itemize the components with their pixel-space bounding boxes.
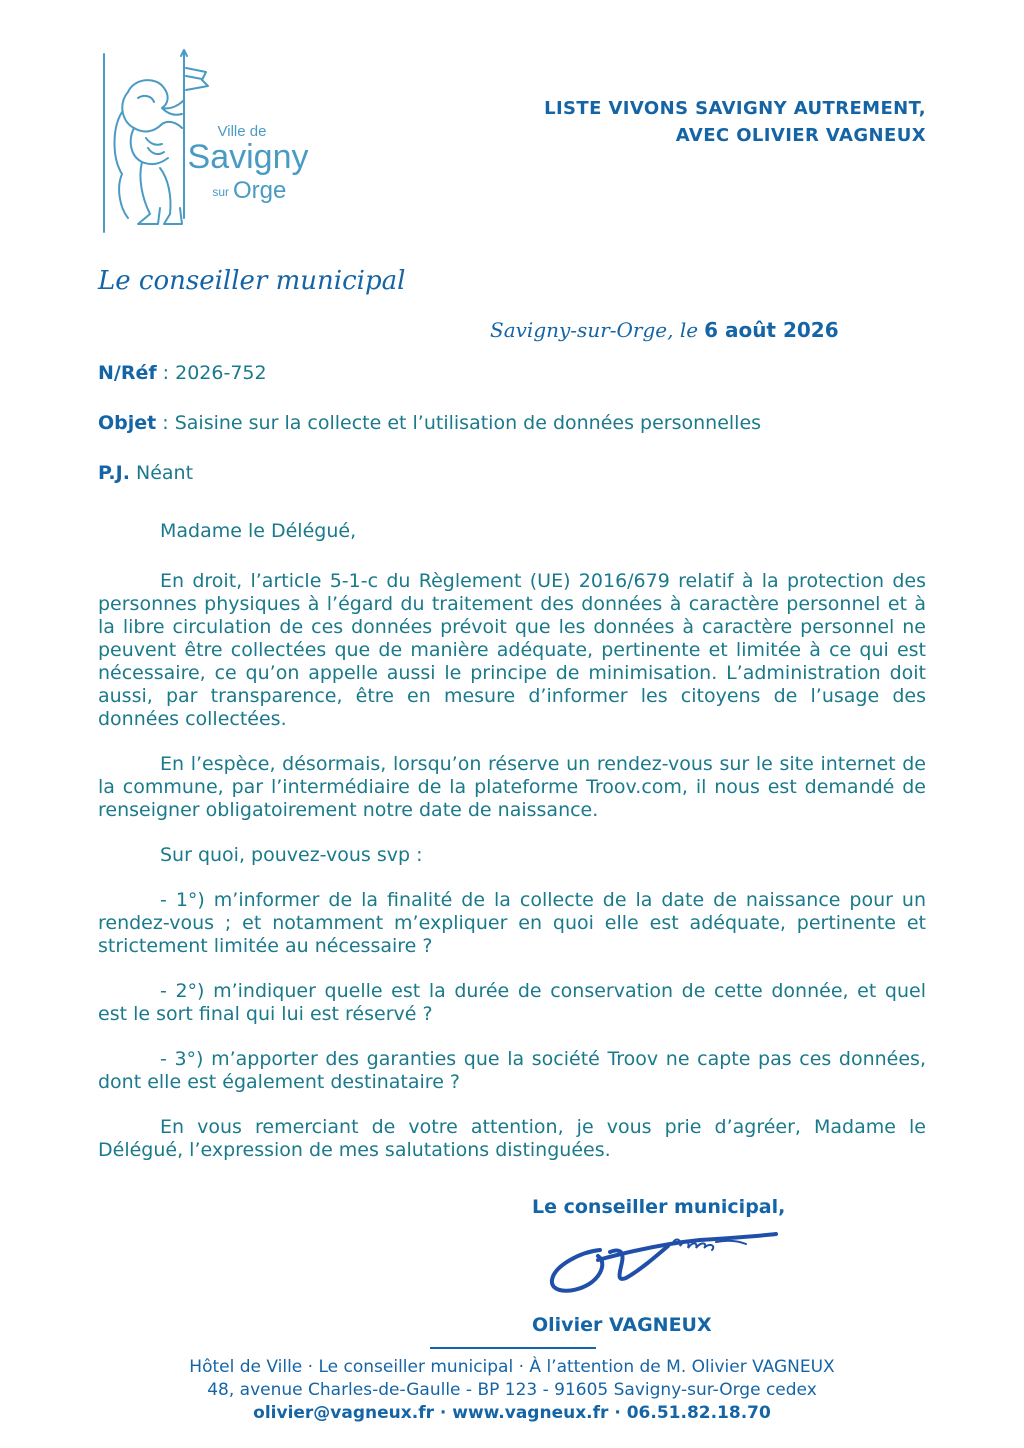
salutation: Madame le Délégué, [160, 520, 357, 542]
handwritten-signature-icon [540, 1222, 790, 1302]
logo-ville-de: Ville de [217, 123, 267, 140]
body-paragraph: En droit, l’article 5-1-c du Règlement (UE) 2016/679 relatif à la protection des personnes physiques à l’égard du traitement des données à caractère personnel et à la libre circulation de ces données prévoit que les données à caractère personnel ne peuvent être collectées que de manière adéquate, pertinente et limitée à ce qui est nécessaire, ce qu’on appelle aussi le principe de minimisation. L’administration doit aussi, par transparence, être en mesure d’informer les citoyens de l’usage des données collectées. [98, 570, 926, 730]
subject-value: Saisine sur la collecte et l’utilisation de données personnelles [174, 412, 762, 434]
body-paragraph: - 2°) m’indiquer quelle est la durée de conservation de cette donnée, et quel est le sort final qui lui est réservé ? [98, 980, 926, 1025]
footer-contact-line: olivier@vagneux.fr · www.vagneux.fr · 06.51.82.18.70 [253, 1403, 771, 1423]
footer-address-line2: 48, avenue Charles-de-Gaulle - BP 123 - 91605 Savigny-sur-Orge cedex [207, 1380, 817, 1400]
body-paragraph: Sur quoi, pouvez-vous svp : [160, 844, 423, 866]
dateline-date: 6 août 2026 [704, 318, 839, 342]
reference-label: N/Réf [98, 362, 157, 384]
city-logo [98, 48, 308, 236]
reference-separator: : [156, 362, 176, 384]
attachments-value: Néant [129, 462, 194, 484]
body-paragraph: En l’espèce, désormais, lorsqu’on réserve un rendez-vous sur le site internet de la commune, par l’intermédiaire de la plateforme Troov.com, il nous est demandé de renseigner obligatoirement notre date de naissance. [98, 753, 926, 821]
role-title: Le conseiller municipal [98, 266, 406, 296]
logo-sur: sur [212, 185, 229, 199]
dateline [490, 318, 839, 342]
subject-label: Objet [98, 412, 157, 434]
body-paragraph: En vous remerciant de votre attention, je vous prie d’agréer, Madame le Délégué, l’expression de mes salutations distinguées. [98, 1116, 926, 1161]
footer-divider [430, 1347, 596, 1349]
attachments-label: P.J. [98, 462, 130, 484]
lion-banner-crest-icon [98, 48, 308, 236]
attachments-line [98, 462, 193, 484]
body-paragraph: - 1°) m’informer de la finalité de la collecte de la date de naissance pour un rendez-vous ; et notamment m’expliquer en quoi elle est adéquate, pertinente et strictement limitée au nécessaire ? [98, 889, 926, 957]
header-list-line2: AVEC OLIVIER VAGNEUX [675, 125, 926, 146]
header-list-name [544, 95, 926, 149]
reference-value: 2026-752 [175, 362, 267, 384]
body-paragraph: - 3°) m’apporter des garanties que la société Troov ne capte pas ces données, dont elle est également destinataire ? [98, 1048, 926, 1093]
footer-address-line1: Hôtel de Ville · Le conseiller municipal · À l’attention de M. Olivier VAGNEUX [189, 1357, 835, 1377]
letter-body [98, 520, 926, 1184]
logo-orge: Orge [233, 177, 287, 204]
subject-separator: : [156, 412, 175, 434]
reference-line [98, 362, 267, 384]
subject-line [98, 412, 761, 434]
signer-name: Olivier VAGNEUX [532, 1314, 712, 1336]
footer [0, 1356, 1024, 1425]
dateline-place: Savigny-sur-Orge, le [490, 318, 699, 342]
logo-savigny: Savigny [187, 138, 308, 176]
closing: Le conseiller municipal, [532, 1196, 786, 1218]
header-list-line1: LISTE VIVONS SAVIGNY AUTREMENT, [544, 98, 926, 119]
